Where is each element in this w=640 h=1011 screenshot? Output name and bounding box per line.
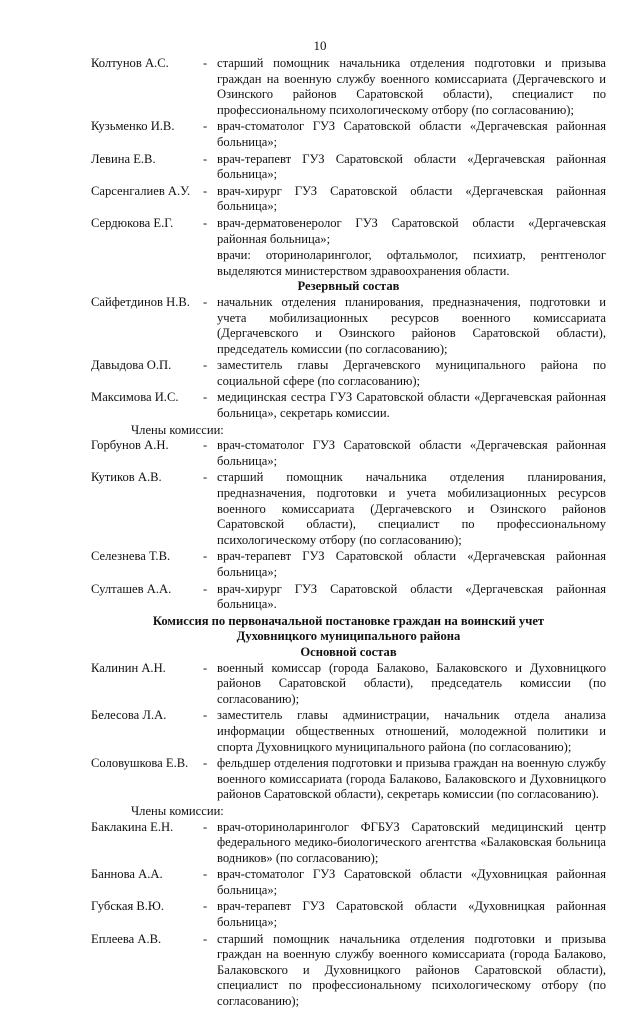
member-name: Соловушкова Е.В. xyxy=(91,756,189,771)
member-name: Давыдова О.П. xyxy=(91,358,172,373)
member-entry: Сарсенгалиев А.У. - врач-хирург ГУЗ Саратовской области «Дергачевская районная больница»; xyxy=(91,183,606,214)
member-entry: Баннова А.А. - врач-стоматолог ГУЗ Саратовской области «Духовницкая районная больница»; xyxy=(91,867,606,897)
member-name: Сайфетдинов Н.В. xyxy=(91,294,190,309)
member-entry: Максимова И.С. - медицинская сестра ГУЗ Саратовской области «Дергачевская районная больница», секретарь комиссии. xyxy=(91,390,606,421)
member-entry: Левина Е.В. - врач-терапевт ГУЗ Саратовской области «Дергачевская районная больница»; xyxy=(91,151,606,182)
member-role: врач-стоматолог ГУЗ Саратовской области «Дергачевская районная больница»; xyxy=(217,119,606,149)
member-role: врач-терапевт ГУЗ Саратовской области «Дергачевская районная больница»; xyxy=(217,151,606,182)
member-role: медицинская сестра ГУЗ Саратовской области «Дергачевская районная больница», секретарь комиссии. xyxy=(217,390,606,421)
member-name: Калинин А.Н. xyxy=(91,660,166,675)
document-body xyxy=(91,56,606,1011)
main-members-block-1 xyxy=(91,56,606,279)
reserve-members-block xyxy=(91,295,606,422)
member-role: врач-дерматовенеролог ГУЗ Саратовской области «Дергачевская районная больница»; xyxy=(217,215,606,246)
member-entry: Горбунов А.Н. - врач-стоматолог ГУЗ Саратовской области «Дергачевская районная больница»; xyxy=(91,438,606,468)
district-heading: Духовницкого муниципального района xyxy=(236,629,461,644)
member-role: начальник отделения планирования, предназначения, подготовки и учета мобилизационных ресурсов военного комиссариата (Дергачевского и Озинского районов Саратовской области), председатель комиссии (по согласованию); xyxy=(217,294,606,356)
member-role: старший помощник начальника отделения планирования, предназначения, подготовки и учета мобилизационных ресурсов военного комиссариата (Дергачевского и Озинского районов Саратовской области), специалист по профессиональному психологическому отбору (по согласованию); xyxy=(217,470,606,547)
member-role: врач-оториноларинголог ФГБУЗ Саратовский медицинский центр федерального медико-биологического агентства «Балаковская больница водников» (по согласованию); xyxy=(217,819,606,865)
member-role: врач-хирург ГУЗ Саратовской области «Дергачевская районная больница»; xyxy=(217,183,606,214)
member-role: старший помощник начальника отделения подготовки и призыва граждан на военную службу военного комиссариата (города Балаково, Балаковского и Духовницкого районов Саратовской области), специалист по профессиональному психологическому отбору (по согласованию); xyxy=(217,931,606,1009)
member-name: Баннова А.А. xyxy=(91,867,163,882)
member-role: заместитель главы администрации, начальник отдела анализа информации общественных отношений, молодежной политики и спорта Духовницкого муниципального района (по согласованию); xyxy=(217,708,606,754)
member-entry: Колтунов А.С. - старший помощник начальника отделения подготовки и призыва граждан на военную службу военного комиссариата (Дергачевского и Озинского районов Саратовской области), специалист по профессиональному психологическому отбору (по согласованию); xyxy=(91,56,606,117)
member-name: Сарсенгалиев А.У. xyxy=(91,183,191,198)
reserve-commission-members xyxy=(91,438,606,613)
member-role: врач-стоматолог ГУЗ Саратовской области «Духовницкая районная больница»; xyxy=(217,867,606,897)
member-entry: Сайфетдинов Н.В. - начальник отделения планирования, предназначения, подготовки и учета мобилизационных ресурсов военного комиссариата (Дергачевского и Озинского районов Саратовской области), председатель комиссии (по согласованию); xyxy=(91,294,606,356)
member-entry: Еплеева А.В. - старший помощник начальника отделения подготовки и призыва граждан на военную службу военного комиссариата (города Балаково, Балаковского и Духовницкого районов Саратовской области), специалист по профессиональному психологическому отбору (по согласованию); xyxy=(91,931,606,1009)
member-name: Кутиков А.В. xyxy=(91,470,162,485)
member-entry: Сердюкова Е.Г. - врач-дерматовенеролог ГУЗ Саратовской области «Дергачевская районная больница»; xyxy=(91,215,606,246)
member-entry: Баклакина Е.Н. - врач-оториноларинголог ФГБУЗ Саратовский медицинский центр федерального медико-биологического агентства «Балаковская больница водников» (по согласованию); xyxy=(91,819,606,865)
member-entry: Давыдова О.П. - заместитель главы Дергачевского муниципального района по социальной сфере (по согласованию); xyxy=(91,358,606,388)
main-members-block-2 xyxy=(91,661,606,803)
member-name: Султашев А.А. xyxy=(91,581,172,596)
member-name: Сердюкова Е.Г. xyxy=(91,215,174,230)
member-role: старший помощник начальника отделения подготовки и призыва граждан на военную службу военного комиссариата (Дергачевского и Озинского районов Саратовской области), специалист по профессиональному психологическому отбору (по согласованию); xyxy=(217,56,606,117)
member-name: Белесова Л.А. xyxy=(91,708,167,723)
member-role: военный комиссар (города Балаково, Балаковского и Духовницкого районов Саратовской области), председатель комиссии (по согласованию); xyxy=(217,660,606,706)
member-entry: Соловушкова Е.В. - фельдшер отделения подготовки и призыва граждан на военную службу военного комиссариата (города Балаково, Балаковского и Духовницкого районов Саратовской области), секретарь комиссии (по согласованию). xyxy=(91,756,606,802)
member-role: врач-терапевт ГУЗ Саратовской области «Духовницкая районная больница»; xyxy=(217,899,606,930)
member-name: Кузьменко И.В. xyxy=(91,119,175,134)
member-role: врач-хирург ГУЗ Саратовской области «Дергачевская районная больница». xyxy=(217,581,606,612)
member-entry: Кутиков А.В. - старший помощник начальника отделения планирования, предназначения, подготовки и учета мобилизационных ресурсов военного комиссариата (Дергачевского и Озинского районов Саратовской области), специалист по профессиональному психологическому отбору (по согласованию); xyxy=(91,470,606,547)
member-name: Горбунов А.Н. xyxy=(91,438,169,453)
member-name: Губская В.Ю. xyxy=(91,899,165,914)
member-entry: Султашев А.А. - врач-хирург ГУЗ Саратовской области «Дергачевская районная больница». xyxy=(91,581,606,612)
member-name: Максимова И.С. xyxy=(91,390,179,405)
member-role: врач-терапевт ГУЗ Саратовской области «Дергачевская районная больница»; xyxy=(217,549,606,579)
member-name: Баклакина Е.Н. xyxy=(91,819,174,834)
doctors-note: врачи: оториноларинголог, офтальмолог, психиатр, рентгенолог выделяются министерством здравоохранения области. xyxy=(217,248,606,278)
member-name: Еплеева А.В. xyxy=(91,931,162,946)
section-heading-reserve: Резервный состав xyxy=(297,279,400,294)
section-heading-main: Основной состав xyxy=(300,644,397,659)
member-entry: Белесова Л.А. - заместитель главы администрации, начальник отдела анализа информации общественных отношений, молодежной политики и спорта Духовницкого муниципального района (по согласованию); xyxy=(91,708,606,754)
page-number: 10 xyxy=(313,38,327,53)
members-label: Члены комиссии: xyxy=(131,422,224,437)
member-entry: Калинин А.Н. - военный комиссар (города Балаково, Балаковского и Духовницкого районов Саратовской области), председатель комиссии (по согласованию); xyxy=(91,660,606,706)
commission-heading: Комиссия по первоначальной постановке граждан на воинский учет xyxy=(152,613,545,628)
member-role: врач-стоматолог ГУЗ Саратовской области «Дергачевская районная больница»; xyxy=(217,438,606,468)
member-entry: Селезнева Т.В. - врач-терапевт ГУЗ Саратовской области «Дергачевская районная больница»; xyxy=(91,549,606,579)
member-entry: Кузьменко И.В. - врач-стоматолог ГУЗ Саратовской области «Дергачевская районная больница»; xyxy=(91,119,606,149)
commission-members-block-2 xyxy=(91,820,606,1010)
member-role: фельдшер отделения подготовки и призыва граждан на военную службу военного комиссариата (города Балаково, Балаковского и Духовницкого районов Саратовской области), секретарь комиссии (по согласованию). xyxy=(217,756,606,802)
member-name: Левина Е.В. xyxy=(91,151,156,166)
members-label: Члены комиссии: xyxy=(131,803,224,818)
member-name: Селезнева Т.В. xyxy=(91,549,171,564)
member-entry: Губская В.Ю. - врач-терапевт ГУЗ Саратовской области «Духовницкая районная больница»; xyxy=(91,899,606,930)
member-role: заместитель главы Дергачевского муниципального района по социальной сфере (по согласованию); xyxy=(217,358,606,388)
member-name: Колтунов А.С. xyxy=(91,56,169,70)
